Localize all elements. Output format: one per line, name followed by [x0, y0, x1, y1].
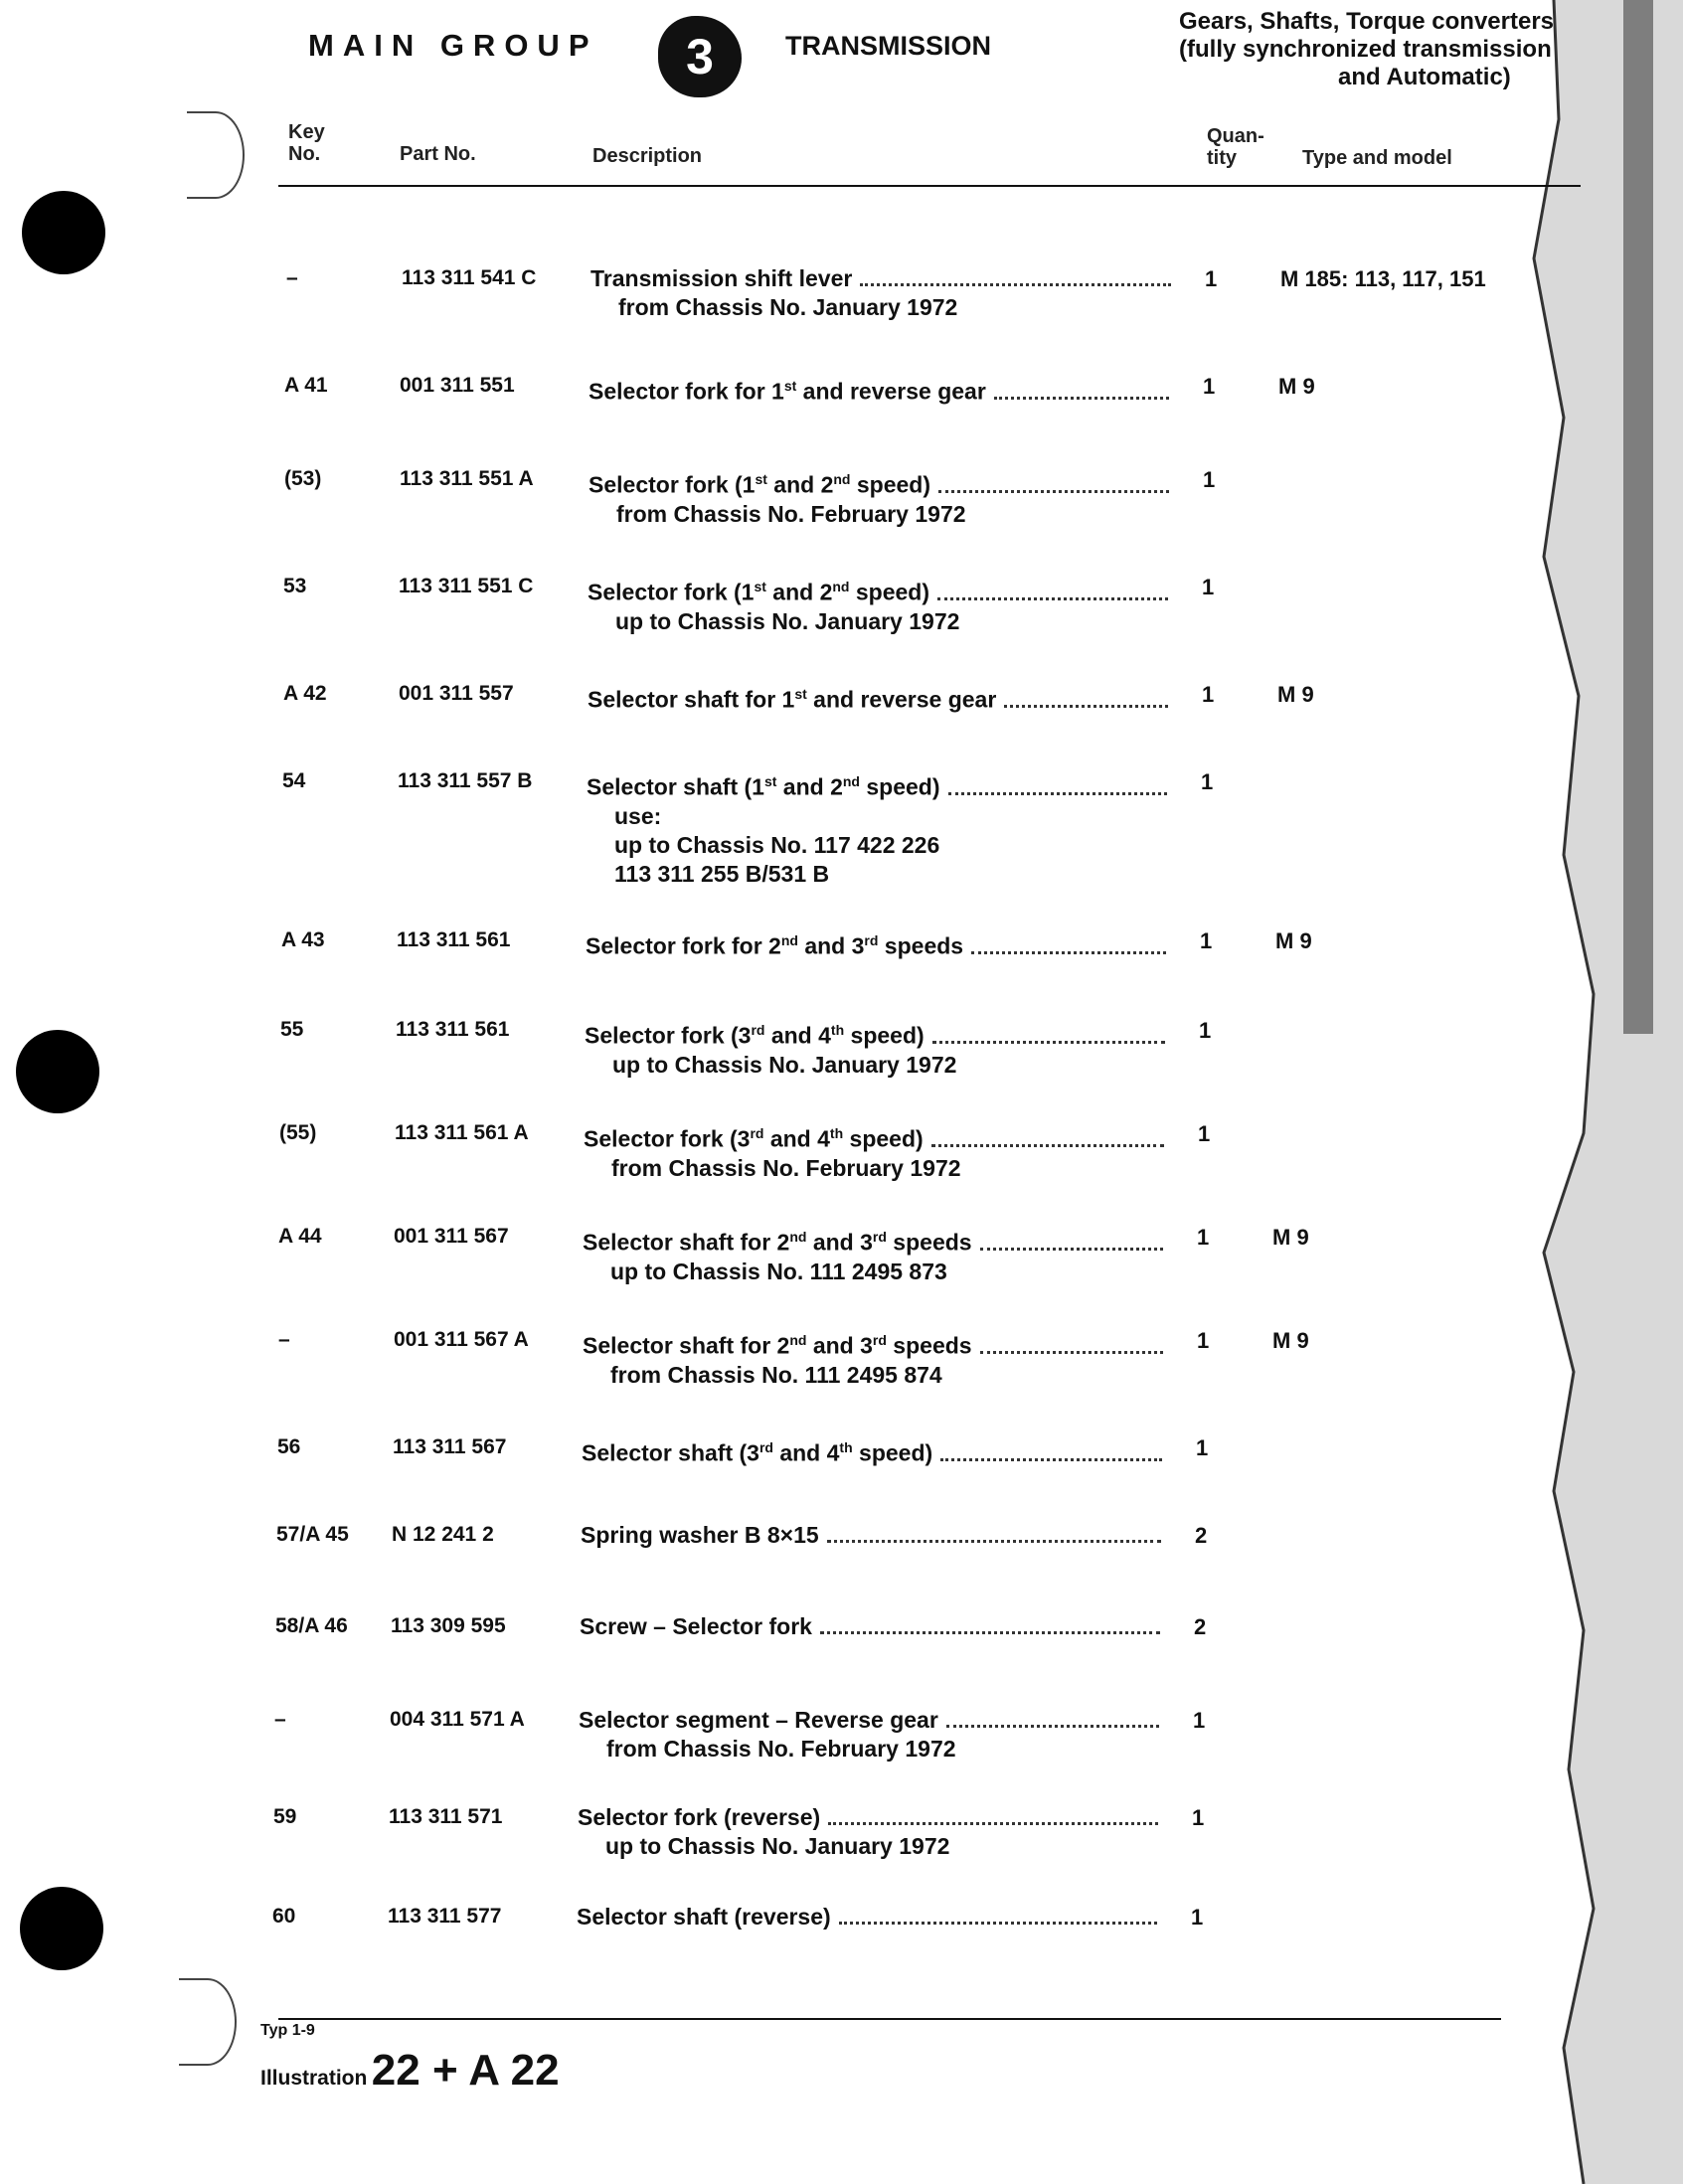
col-key-line: No. — [288, 143, 321, 165]
part-number: 113 309 595 — [391, 1614, 506, 1637]
description-text: Selector shaft (3rd and 4th speed) — [582, 1439, 933, 1466]
ring-mark-bottom — [179, 1978, 237, 2066]
dot-leader — [980, 1326, 1163, 1354]
quantity: 1 — [1205, 266, 1218, 291]
dot-leader — [1004, 680, 1168, 708]
description-note: from Chassis No. 111 2495 874 — [610, 1361, 942, 1388]
quantity: 1 — [1203, 374, 1216, 399]
description-text: Selector shaft (reverse) — [577, 1904, 831, 1930]
description-note: up to Chassis No. January 1972 — [612, 1051, 957, 1078]
part-description — [577, 1903, 1163, 1932]
part-number: 113 311 557 B — [398, 769, 533, 792]
dot-leader — [839, 1903, 1157, 1925]
dot-leader — [931, 1119, 1164, 1147]
key-number: 58/A 46 — [275, 1614, 348, 1637]
description-line — [583, 1326, 1169, 1361]
description-text: Selector fork (3rd and 4th speed) — [585, 1022, 925, 1049]
part-number: 113 311 561 — [396, 1018, 510, 1041]
part-description — [580, 1612, 1166, 1641]
part-number: 004 311 571 A — [390, 1708, 525, 1731]
description-line — [590, 264, 1177, 293]
quantity: 1 — [1197, 1328, 1210, 1353]
quantity: 1 — [1201, 769, 1214, 794]
part-description — [582, 1433, 1168, 1468]
dot-leader — [948, 767, 1167, 795]
part-number: 113 311 561 — [397, 928, 511, 951]
description-text: Selector fork for 1st and reverse gear — [589, 378, 986, 405]
illustration-number: 22 + A 22 — [371, 2046, 560, 2095]
type-model: M 9 — [1278, 374, 1315, 399]
page-header — [308, 8, 1640, 93]
col-part-no: Part No. — [400, 143, 476, 165]
binder-hole-bottom — [20, 1887, 103, 1970]
group-number-badge: 3 — [658, 16, 742, 97]
description-text: Selector shaft for 1st and reverse gear — [588, 686, 997, 713]
key-number: 56 — [277, 1435, 301, 1458]
dot-leader — [820, 1612, 1160, 1634]
binder-hole-top — [22, 191, 105, 274]
part-description — [590, 264, 1177, 322]
key-number: 60 — [272, 1905, 296, 1928]
description-line — [582, 1433, 1168, 1468]
binder-hole-middle — [16, 1030, 99, 1113]
description-line — [581, 1521, 1167, 1550]
description-note: from Chassis No. February 1972 — [606, 1736, 956, 1762]
dot-leader — [971, 926, 1166, 954]
part-number: 113 311 567 — [393, 1435, 507, 1458]
description-line — [589, 465, 1175, 500]
key-number: 57/A 45 — [276, 1523, 349, 1546]
description-line — [577, 1903, 1163, 1932]
footer-illustration — [260, 2046, 560, 2096]
description-text: Selector fork (1st and 2nd speed) — [589, 471, 931, 498]
description-line — [586, 926, 1172, 961]
part-description — [583, 1326, 1169, 1390]
description-text: Selector shaft (1st and 2nd speed) — [587, 773, 940, 800]
quantity: 1 — [1191, 1905, 1204, 1930]
key-number: 54 — [282, 769, 306, 792]
description-line — [589, 372, 1175, 407]
part-number: 001 311 551 — [400, 374, 515, 397]
quantity: 1 — [1202, 682, 1215, 707]
part-description — [588, 680, 1174, 715]
description-text: Selector fork (1st and 2nd speed) — [588, 579, 930, 605]
dot-leader — [828, 1803, 1158, 1825]
description-line — [585, 1016, 1171, 1051]
part-number: 113 311 551 A — [400, 467, 534, 490]
type-model: M 9 — [1277, 682, 1314, 707]
subtitle-line: (fully synchronized transmission — [1179, 36, 1552, 63]
quantity: 1 — [1202, 575, 1215, 599]
description-line — [580, 1612, 1166, 1641]
part-number: 113 311 551 C — [399, 575, 534, 597]
part-description — [589, 372, 1175, 407]
dot-leader — [940, 1433, 1162, 1461]
key-number: A 44 — [278, 1225, 322, 1248]
description-note: up to Chassis No. January 1972 — [605, 1833, 950, 1859]
key-number: – — [278, 1328, 290, 1351]
quantity: 1 — [1198, 1121, 1211, 1146]
part-number: 113 311 541 C — [402, 266, 537, 289]
ring-mark-top — [187, 111, 245, 199]
quantity: 1 — [1196, 1435, 1209, 1460]
col-key-no — [288, 121, 325, 165]
footer-rule — [278, 2018, 1501, 2020]
illustration-label: Illustration — [260, 2067, 368, 2090]
quantity: 1 — [1197, 1225, 1210, 1250]
description-text: Screw – Selector fork — [580, 1613, 812, 1639]
key-number: – — [274, 1708, 286, 1731]
part-description — [583, 1223, 1169, 1286]
part-description — [585, 1016, 1171, 1080]
dot-leader — [946, 1706, 1159, 1728]
description-text: Selector segment – Reverse gear — [579, 1707, 938, 1733]
description-note: from Chassis No. February 1972 — [611, 1154, 961, 1181]
key-number: A 42 — [283, 682, 327, 705]
description-text: Selector fork for 2nd and 3rd speeds — [586, 932, 964, 959]
part-description — [581, 1521, 1167, 1550]
quantity: 2 — [1195, 1523, 1208, 1548]
part-description — [588, 573, 1174, 636]
description-text: Selector shaft for 2nd and 3rd speeds — [583, 1332, 972, 1359]
part-description — [586, 926, 1172, 961]
dot-leader — [938, 465, 1169, 493]
part-number: 113 311 571 — [389, 1805, 503, 1828]
col-quantity-line: Quan- — [1207, 125, 1264, 147]
description-line — [578, 1803, 1164, 1832]
key-number: (53) — [284, 467, 322, 490]
dot-leader — [860, 264, 1171, 286]
col-description: Description — [592, 145, 703, 167]
description-note: 113 311 255 B/531 B — [614, 860, 830, 887]
part-description — [589, 465, 1175, 529]
description-line — [579, 1706, 1165, 1735]
dot-leader — [827, 1521, 1161, 1543]
torn-page-edge — [1524, 0, 1683, 2184]
type-model: M 9 — [1275, 928, 1312, 953]
description-line — [583, 1223, 1169, 1258]
description-line — [588, 680, 1174, 715]
section-subtitle — [1179, 8, 1616, 91]
key-number: A 43 — [281, 928, 325, 951]
description-note: up to Chassis No. 111 2495 873 — [610, 1258, 947, 1284]
type-model: M 185: 113, 117, 151 — [1280, 266, 1486, 291]
description-line — [587, 767, 1173, 802]
type-model: M 9 — [1272, 1225, 1309, 1250]
part-number: 001 311 567 — [394, 1225, 509, 1248]
description-text: Selector fork (3rd and 4th speed) — [584, 1125, 924, 1152]
description-text: Selector fork (reverse) — [578, 1804, 821, 1830]
key-number: A 41 — [284, 374, 328, 397]
part-description — [578, 1803, 1164, 1861]
col-type-model: Type and model — [1302, 147, 1452, 169]
main-group-title: MAIN GROUP — [308, 28, 598, 63]
description-note: up to Chassis No. 117 422 226 — [614, 831, 940, 858]
col-quantity-line: tity — [1207, 147, 1237, 169]
quantity: 1 — [1200, 928, 1213, 953]
description-line — [588, 573, 1174, 607]
dot-leader — [932, 1016, 1165, 1044]
part-number: N 12 241 2 — [392, 1523, 494, 1546]
part-description — [579, 1706, 1165, 1764]
quantity: 1 — [1203, 467, 1216, 492]
part-number: 001 311 557 — [399, 682, 514, 705]
dot-leader — [980, 1223, 1163, 1251]
footer-typ: Typ 1-9 — [260, 2022, 315, 2039]
description-text: Selector shaft for 2nd and 3rd speeds — [583, 1229, 972, 1256]
part-description — [584, 1119, 1170, 1183]
description-text: Spring washer B 8×15 — [581, 1522, 819, 1548]
key-number: 53 — [283, 575, 307, 597]
part-number: 113 311 561 A — [395, 1121, 529, 1144]
col-quantity — [1207, 125, 1264, 169]
description-note: up to Chassis No. January 1972 — [615, 607, 960, 634]
description-note: use: — [614, 802, 662, 829]
description-note: from Chassis No. January 1972 — [618, 294, 958, 320]
quantity: 1 — [1199, 1018, 1212, 1043]
dot-leader — [994, 372, 1169, 400]
subtitle-line: and Automatic) — [1338, 64, 1511, 90]
quantity: 1 — [1192, 1805, 1205, 1830]
key-number: 55 — [280, 1018, 304, 1041]
quantity: 2 — [1194, 1614, 1207, 1639]
header-rule — [278, 185, 1581, 187]
col-key-line: Key — [288, 121, 325, 143]
part-description — [587, 767, 1173, 889]
description-note: from Chassis No. February 1972 — [616, 500, 966, 527]
description-line — [584, 1119, 1170, 1154]
type-model: M 9 — [1272, 1328, 1309, 1353]
part-number: 113 311 577 — [388, 1905, 502, 1928]
dot-leader — [937, 573, 1168, 600]
key-number: 59 — [273, 1805, 297, 1828]
quantity: 1 — [1193, 1708, 1206, 1733]
description-text: Transmission shift lever — [590, 265, 853, 291]
key-number: – — [286, 266, 298, 289]
subtitle-line: Gears, Shafts, Torque converters — [1179, 8, 1555, 35]
section-title: TRANSMISSION — [785, 31, 992, 61]
key-number: (55) — [279, 1121, 317, 1144]
part-number: 001 311 567 A — [394, 1328, 529, 1351]
